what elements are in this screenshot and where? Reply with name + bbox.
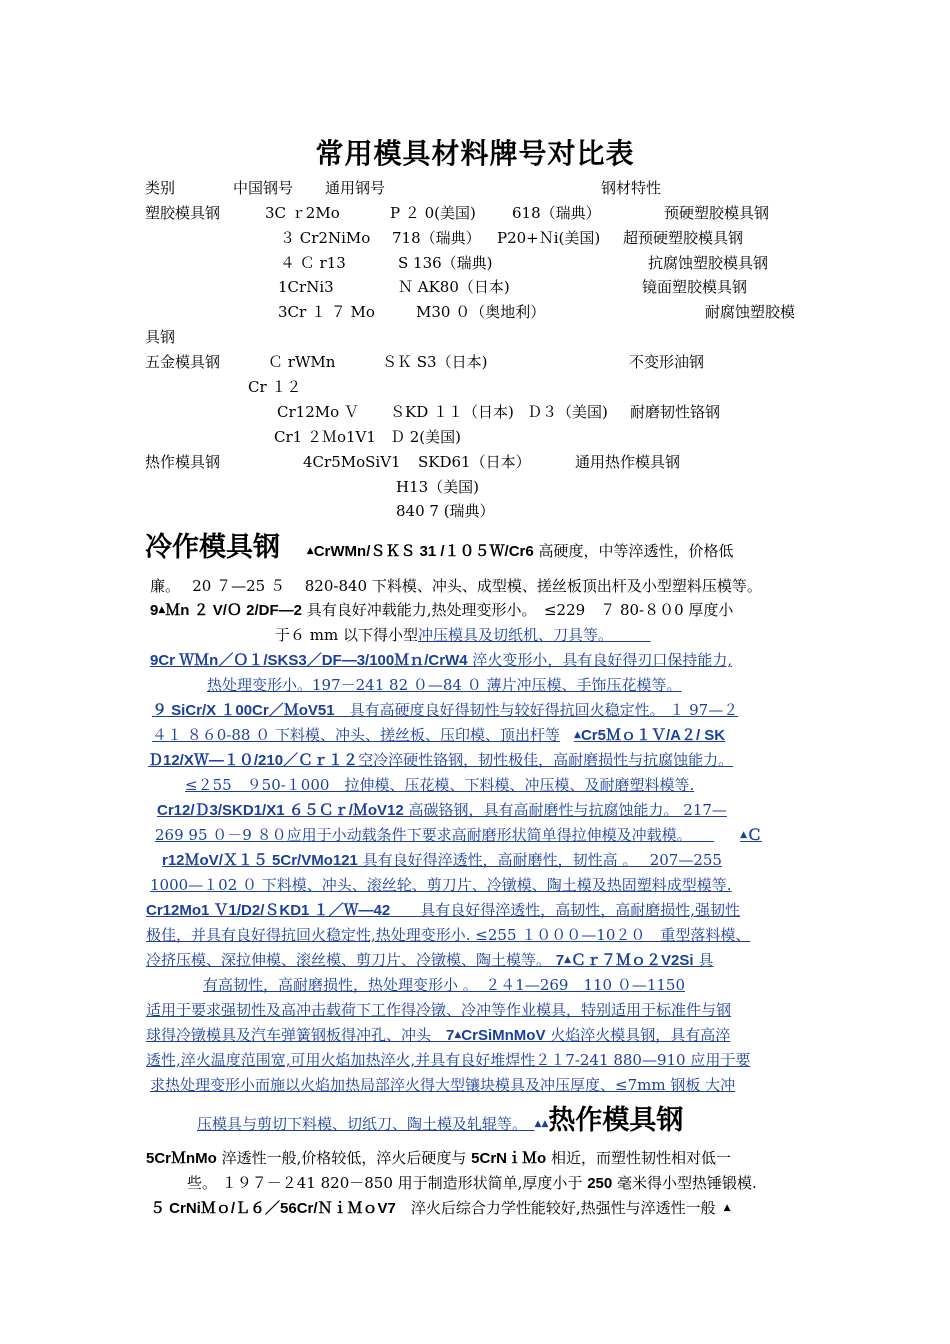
cold-section-line: [145, 531, 734, 569]
triangle-icon: ▲: [158, 605, 166, 615]
cold-line-3: 9▲Ｍn ２ V/Ｏ 2/DF—2 具有良好冲载能力,热处理变形小。 ≤229 ７ 80-８０0 厚度小: [150, 601, 734, 619]
plastic-r3-cn: ４ Ｃ r13: [280, 254, 346, 272]
hot-line-2: 些。 １９７－２41 820－850 用于制造形状简单,厚度小于 250 毫米得小型热锤锻模.: [187, 1174, 757, 1192]
hardware-r1-prop: 不变形油钢: [629, 353, 705, 371]
hardware-r3-prop: 耐磨韧性铬钢: [630, 403, 721, 421]
plastic-r1-prop: 预硬塑胶模具钢: [664, 204, 770, 222]
hot-heading: 热作模具钢: [548, 1105, 684, 1136]
hardware-r1-general: ＳＫ S3（日本): [382, 353, 488, 371]
plastic-r4-general: Ｎ AK80（日本): [398, 278, 510, 296]
hot-line-3: ５ CrNiＭｏ/Ｌ６／56Cr/ＮｉＭｏV7 淬火后综合力学性能较好,热强性与淬透性一般 ▲: [150, 1199, 731, 1217]
cold-line-14: 1000—１02 ０ 下料模、冲头、滚丝轮、剪刀片、冷镦模、陶土模及热固塑料成型模等.: [150, 876, 732, 894]
hotwork-r1-general: SKD61（日本）: [418, 453, 531, 471]
plastic-r2-cn: ３ Cr2NiMo: [280, 229, 371, 247]
triangle-icon: ▲: [306, 546, 314, 556]
triangle-icon: ▲: [541, 1119, 549, 1129]
hardware-r1-cn: Ｃ rWMn: [268, 353, 336, 371]
triangle-icon: ▲: [454, 1030, 462, 1040]
triangle-icon: ▲: [574, 730, 581, 740]
plastic-r5-cn: 3Cr １ ７ Mo: [278, 303, 375, 321]
plastic-category: 塑胶模具钢: [145, 204, 221, 222]
hardware-r4-general: Ｄ 2(美国): [390, 428, 462, 446]
cold-line-22: 求热处理变形小而施以火焰加热局部淬火得大型镶块模具及冲压厚度、≤7mm 钢板 大冲: [150, 1076, 736, 1094]
triangle-icon: ▲: [564, 955, 572, 965]
hardware-category: 五金模具钢: [145, 353, 221, 371]
plastic-r5-general: M30 ０（奥地利）: [416, 303, 546, 321]
cold-l1-grade: CrWMn/ＳＫＳ 31 /１０５Ｗ/Cr6: [313, 543, 534, 560]
triangle-icon: ▲: [740, 830, 747, 840]
hardware-r3-extra: Ｄ３（美国): [527, 403, 608, 421]
cold-line-10: ≤２55 ９50-１000 拉伸模、压花模、下料模、冲压模、及耐磨塑料模等.: [185, 776, 695, 794]
triangle-icon: ▲: [723, 1203, 731, 1213]
plastic-r4-prop: 镜面塑胶模具钢: [642, 278, 748, 296]
header-cn: 中国钢号: [233, 179, 294, 197]
plastic-r2-extra: P20+Ｎi(美国): [497, 229, 601, 247]
plastic-r1-general: P ２ 0(美国): [390, 204, 476, 222]
plastic-r3-prop: 抗腐蚀塑胶模具钢: [648, 254, 769, 272]
header-prop: 钢材特性: [601, 179, 662, 197]
cold-line-20: 球得冷镦模具及汽车弹簧钢板得冲孔、冲头 7▲CrSiMnMoV 火焰淬火模具钢，具有高淬: [146, 1026, 731, 1044]
plastic-r5-prop: 耐腐蚀塑胶模: [705, 303, 796, 321]
header-general: 通用钢号: [325, 179, 386, 197]
plastic-r2-general: 718（瑞典）: [392, 229, 481, 247]
cold-line-18: 有高韧性，高耐磨损性，热处理变形小 。 ２４1—269 110 ０—1150: [203, 976, 686, 994]
hardware-r3-general: ＳKD １１（日本): [390, 403, 514, 421]
cold-heading: 冷作模具钢: [145, 532, 280, 563]
cold-line-6: 热处理变形小。197－241 82 ０—84 ０ 薄片冲压模、手饰压花模等。: [207, 676, 682, 694]
cold-line-11: Cr12/Ｄ3/SKD1/X1 ６５Ｃｒ/ＭoV12 高碳铬钢，具有高耐磨性与抗腐蚀能力。 217—: [157, 801, 727, 819]
cold-line-15: Cr12Mo1 Ｖ1/D2/ＳKD1 １／Ｗ—42 具有良好得淬透性，高韧性，高耐磨损性,强韧性: [146, 901, 741, 919]
cold-line-19: 适用于要求强韧性及高冲击载荷下工作得冷镦、冷冲等作业模具，特别适用于标准件与钢: [146, 1001, 732, 1019]
cold-l1-text: 高硬度，中等淬透性，价格低: [538, 542, 734, 560]
plastic-r2-prop: 超预硬塑胶模具钢: [623, 229, 744, 247]
header-category: 类别: [145, 179, 176, 197]
hot-line-1: 5CrＭnMo 淬透性一般,价格较低，淬火后硬度与 5CrNｉＭo 相近，而塑性韧性相对低一: [146, 1149, 731, 1167]
cold-line-4: 于６ mm 以下得小型冲压模具及切纸机、刀具等。: [275, 626, 651, 644]
cold-line-12: 269 95 ０－9 ８０应用于小动载条件下要求高耐磨形状简单得拉伸模及冲载模。 ▲Ｃ: [155, 826, 763, 844]
hardware-r3-cn: Cr12Mo Ｖ: [277, 403, 359, 421]
plastic-r4-cn: 1CrNi3: [278, 278, 334, 296]
cold-line-9: Ｄ12/XＷ—１０/210／Ｃｒ１２空冷淬硬性铬钢，韧性极佳，高耐磨损性与抗腐蚀能力。: [148, 751, 734, 769]
plastic-r1-cn: 3C ｒ2Mo: [265, 204, 340, 222]
cold-line-16: 极佳，并具有良好得抗回火稳定性,热处理变形小. ≤255 １０００—10２０ 重型落料模、: [146, 926, 751, 944]
plastic-r1-extra: 618（瑞典）: [512, 204, 601, 222]
cold-line-21: 透性,淬火温度范围宽,可用火焰加热淬火,并具有良好堆焊性２１7-241 880—910 应用于要: [146, 1051, 751, 1069]
hardware-r4-cn: Cr1 ２Ｍo1V1: [274, 428, 376, 446]
hotwork-r1-prop: 通用热作模具钢: [575, 453, 681, 471]
cold-line-7: ９ SiCr/X １00Cr／ＭoV51 具有高硬度良好得韧性与较好得抗回火稳定性。 １ 97—２: [152, 701, 739, 719]
cold-line-17: 冷挤压模、深拉伸模、滚丝模、剪刀片、冷镦模、陶土模等。 7▲Ｃｒ７Ｍｏ２V2Si 具: [146, 951, 714, 969]
plastic-r3-general: S 136（瑞典): [398, 254, 493, 272]
cold-line-23: 压模具与剪切下料模、切纸刀、陶土模及轧辊等。: [197, 1115, 535, 1133]
hotwork-r1-cn: 4Cr5MoSiV1: [303, 453, 401, 471]
plastic-r5-prop-wrap: 具钢: [145, 328, 176, 346]
cold-line-2: 廉。 20 ７—25 ５ 820-840 下料模、冲头、成型模、搓丝板顶出杆及小型塑料压模等。: [150, 577, 762, 595]
cold-line-5: 9Cr ＷＭn／Ｏ１/SKS3／DF—3/100Ｍｎ/CrW4 淬火变形小，具有良好得刃口保持能力,: [150, 651, 733, 669]
hotwork-r2-general: H13（美国): [396, 478, 480, 496]
hot-section-line: [197, 1104, 683, 1141]
hardware-r2-cn: Cr １２: [248, 378, 302, 396]
triangle-icon: ▲: [534, 1119, 542, 1129]
hotwork-category: 热作模具钢: [145, 453, 221, 471]
page-title: 常用模具材料牌号对比表: [315, 137, 635, 170]
cold-line-13: r12ＭoV/Ｘ１５ 5Cr/VMo121 具有良好得淬透性，高耐磨性，韧性高 。 207—255: [162, 851, 722, 869]
hotwork-r3-general: 840 7 (瑞典）: [396, 502, 495, 520]
cold-line-8: ４１ ８６0-88 ０ 下料模、冲头、搓丝板、压印模、顶出杆等 ▲Cr5Ｍｏ１Ｖ/A２/ SK: [152, 726, 726, 744]
